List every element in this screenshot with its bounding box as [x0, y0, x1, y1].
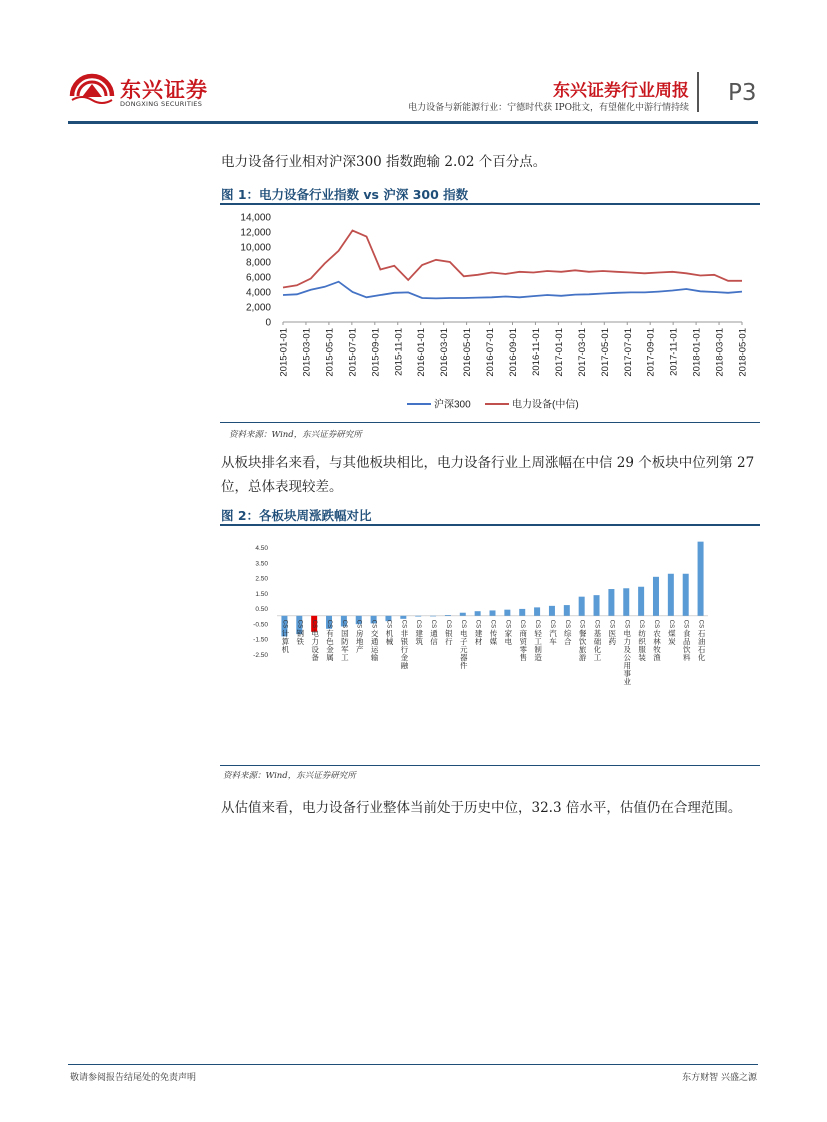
bar-15	[504, 610, 510, 616]
category-char: 产	[355, 644, 364, 654]
category-char: 综	[564, 628, 572, 638]
category-prefix: CS	[459, 619, 466, 629]
category-prefix: CS	[340, 619, 347, 629]
x-tick-label: 2018-01-01	[691, 328, 703, 377]
category-char: 银	[445, 628, 453, 638]
category-char: 交	[370, 628, 379, 638]
category-label	[400, 620, 408, 670]
x-tick-label: 2017-01-01	[553, 328, 565, 377]
x-tick-label: 2016-05-01	[462, 328, 474, 377]
paragraph-valuation: 从估值来看，电力设备行业整体当前处于历史中位，32.3 倍水平，估值仍在合理范围。	[221, 800, 742, 816]
paragraph-performance: 电力设备行业相对沪深300 指数跑输 2.02 个百分点。	[221, 154, 547, 170]
category-prefix: CS	[370, 619, 377, 629]
x-tick-label: 2015-05-01	[324, 328, 336, 377]
category-prefix: CS	[519, 619, 526, 629]
category-label	[623, 620, 631, 686]
y-tick-label: 12,000	[240, 227, 271, 239]
category-char: 装	[638, 652, 646, 662]
category-char: 饮	[682, 644, 691, 654]
category-label	[281, 620, 289, 654]
category-char: 元	[460, 644, 468, 654]
category-char: 金	[400, 652, 409, 662]
bar-21	[594, 595, 600, 616]
footer-slogan: 东方财智 兴盛之源	[682, 1073, 757, 1083]
category-label	[415, 620, 423, 646]
category-prefix: CS	[563, 619, 570, 629]
figure2-bar-chart	[220, 530, 760, 760]
bar-12	[460, 613, 466, 616]
category-prefix: CS	[652, 619, 659, 629]
company-logo-icon	[68, 70, 116, 110]
category-char: 军	[341, 644, 349, 654]
x-tick-label: 2018-03-01	[714, 328, 726, 377]
category-char: 织	[638, 636, 646, 646]
legend-label: 沪深300	[434, 399, 471, 411]
x-tick-label: 2016-07-01	[485, 328, 497, 377]
category-prefix: CS	[355, 619, 362, 629]
x-tick-label: 2017-03-01	[576, 328, 588, 377]
report-subtitle: 电力设备与新能源行业：宁德时代获 IPO批文，有望催化中游行情持续	[408, 103, 689, 113]
category-char: 石	[697, 628, 706, 638]
figure2-title: 图 2：各板块周涨跌幅对比	[221, 508, 372, 523]
category-char: 电	[460, 628, 468, 638]
category-char: 医	[608, 628, 617, 638]
x-tick-label: 2015-07-01	[347, 328, 359, 377]
category-char: 化	[593, 644, 602, 654]
category-char: 家	[504, 628, 513, 638]
category-char: 工	[341, 652, 349, 662]
category-label	[579, 620, 587, 662]
category-prefix: CS	[311, 619, 318, 629]
category-char: 贸	[519, 636, 527, 646]
category-label	[698, 620, 706, 662]
category-char: 农	[653, 628, 661, 638]
y-tick-label: 4,000	[245, 287, 271, 299]
series-line	[283, 282, 742, 299]
x-tick-label: 2016-09-01	[508, 328, 519, 377]
y-tick-label: -2.50	[253, 652, 268, 659]
category-char: 行	[400, 644, 409, 654]
category-prefix: CS	[593, 619, 600, 629]
category-char: 品	[682, 636, 691, 646]
category-char: 行	[445, 636, 453, 646]
category-prefix: CS	[296, 619, 303, 629]
series-line	[283, 231, 742, 288]
category-prefix: CS	[504, 619, 511, 629]
category-char: 牧	[653, 644, 661, 654]
category-char: 服	[638, 644, 646, 654]
category-char: 础	[593, 636, 602, 646]
category-char: 电	[311, 628, 319, 638]
category-char: 通	[430, 628, 438, 638]
category-char: 基	[593, 628, 602, 638]
category-char: 色	[326, 636, 334, 646]
category-char: 运	[370, 644, 379, 654]
category-prefix: CS	[430, 619, 437, 629]
category-label	[608, 620, 616, 646]
category-char: 非	[400, 628, 409, 638]
category-char: 料	[682, 652, 691, 662]
category-char: 食	[682, 628, 691, 638]
figure1-title: 图 1：电力设备行业指数 vs 沪深 300 指数	[221, 187, 469, 202]
category-prefix: CS	[326, 619, 333, 629]
bar-19	[564, 605, 570, 616]
category-char: 筑	[415, 636, 423, 646]
category-prefix: CS	[534, 619, 541, 629]
x-tick-label: 2015-01-01	[278, 328, 290, 377]
category-char: 商	[519, 628, 527, 638]
category-char: 机	[281, 644, 290, 654]
category-char: 铁	[296, 636, 305, 646]
category-prefix: CS	[682, 619, 689, 629]
category-char: 电	[623, 628, 632, 638]
y-tick-label: -0.50	[253, 621, 268, 629]
category-label	[341, 620, 349, 662]
category-label	[683, 620, 691, 662]
category-label	[519, 620, 527, 662]
category-char: 轻	[534, 628, 542, 638]
category-prefix: CS	[444, 619, 451, 629]
y-tick-label: 0.50	[255, 606, 268, 614]
category-label	[564, 620, 572, 646]
category-char: 林	[653, 636, 661, 646]
category-char: 力	[311, 636, 319, 646]
category-char: 公	[623, 652, 632, 662]
category-label	[430, 620, 438, 646]
category-char: 车	[549, 636, 557, 646]
category-label	[534, 620, 542, 662]
y-tick-label: 2,000	[245, 302, 271, 314]
category-char: 游	[578, 652, 587, 662]
bar-9	[415, 616, 421, 617]
category-char: 金	[326, 644, 334, 654]
x-tick-label: 2015-03-01	[301, 328, 313, 377]
category-prefix: CS	[385, 619, 392, 629]
category-char: 子	[460, 636, 468, 646]
category-char: 融	[400, 660, 409, 670]
category-label	[668, 620, 676, 646]
category-char: 地	[355, 636, 364, 646]
category-char: 炭	[668, 636, 676, 646]
category-char: 零	[519, 644, 527, 654]
bar-23	[623, 588, 629, 616]
x-tick-label: 2017-05-01	[599, 328, 611, 377]
category-char: 媒	[489, 636, 498, 646]
category-char: 汽	[549, 628, 557, 638]
x-tick-label: 2016-03-01	[439, 328, 451, 377]
header-rule	[68, 121, 758, 124]
category-char: 煤	[668, 628, 676, 638]
category-char: 工	[534, 636, 542, 646]
category-label	[504, 620, 512, 646]
category-char: 旅	[578, 644, 587, 654]
header-divider	[697, 72, 699, 112]
category-prefix: CS	[548, 619, 555, 629]
report-title: 东兴证券行业周报	[553, 81, 689, 101]
legend-label: 电力设备(中信)	[512, 399, 579, 411]
logo-text-cn: 东兴证券	[120, 78, 208, 102]
category-label	[475, 620, 483, 646]
category-char: 件	[460, 660, 468, 670]
category-char: 建	[415, 628, 423, 638]
category-char: 合	[564, 636, 572, 646]
x-tick-label: 2018-05-01	[737, 328, 749, 377]
bar-16	[519, 609, 525, 616]
x-tick-label: 2015-09-01	[370, 328, 382, 377]
category-label	[326, 620, 334, 662]
category-char: 信	[430, 636, 438, 646]
category-char: 力	[623, 636, 632, 646]
x-tick-label: 2017-07-01	[622, 328, 634, 377]
category-label	[296, 620, 304, 646]
category-char: 有	[326, 628, 334, 638]
category-char: 售	[519, 652, 527, 662]
category-char: 建	[474, 628, 483, 638]
figure1-top-rule	[220, 203, 760, 205]
category-label	[638, 620, 646, 662]
figure2-top-rule	[220, 524, 760, 526]
x-tick-label: 2016-11-01	[530, 328, 542, 376]
y-tick-label: 0	[265, 317, 271, 329]
x-tick-label: 2017-11-01	[668, 328, 680, 376]
category-char: 设	[311, 644, 319, 654]
figure1-source: 资料来源：Wind，东兴证券研究所	[229, 430, 362, 440]
category-char: 国	[341, 628, 349, 638]
bar-18	[549, 606, 555, 616]
category-prefix: CS	[281, 619, 288, 629]
bar-10	[430, 616, 436, 617]
category-prefix: CS	[415, 619, 422, 629]
category-char: 输	[370, 652, 379, 662]
category-prefix: CS	[697, 619, 704, 629]
category-char: 通	[370, 636, 379, 646]
y-tick-label: 3.50	[255, 560, 268, 568]
category-char: 渔	[653, 652, 661, 662]
category-char: 器	[460, 652, 468, 662]
bar-11	[445, 615, 451, 616]
category-prefix: CS	[489, 619, 496, 629]
page-number: P3	[728, 80, 757, 106]
bar-28	[698, 542, 704, 616]
figure2-source: 资料来源：Wind，东兴证券研究所	[223, 771, 356, 781]
category-prefix: CS	[667, 619, 674, 629]
y-tick-label: 1.50	[255, 590, 268, 598]
bar-17	[534, 607, 540, 615]
category-char: 银	[400, 636, 409, 646]
category-char: 事	[623, 668, 632, 678]
figure1-line-chart	[220, 206, 760, 418]
y-tick-label: 4.50	[255, 545, 268, 552]
category-prefix: CS	[578, 619, 585, 629]
bar-8	[400, 616, 406, 619]
category-label	[385, 620, 393, 646]
logo-text-en: DONGXING SECURITIES	[120, 100, 203, 108]
x-tick-label: 2017-09-01	[645, 328, 657, 377]
category-char: 算	[281, 636, 290, 646]
bar-22	[608, 589, 614, 616]
category-char: 计	[281, 628, 290, 638]
footer-disclaimer: 敬请参阅报告结尾处的免责声明	[70, 1073, 197, 1083]
category-char: 属	[326, 652, 334, 662]
category-label	[653, 620, 661, 662]
category-label	[490, 620, 498, 646]
category-label	[371, 620, 379, 662]
category-label	[311, 620, 319, 662]
category-prefix: CS	[623, 619, 630, 629]
x-tick-label: 2016-01-01	[416, 328, 428, 377]
category-prefix: CS	[474, 619, 481, 629]
y-tick-label: 14,000	[240, 212, 271, 224]
category-char: 房	[355, 628, 364, 638]
category-label	[356, 620, 364, 654]
category-char: 饮	[578, 636, 587, 646]
figure1-bottom-rule	[220, 422, 760, 423]
category-char: 钢	[296, 628, 305, 638]
category-char: 造	[534, 652, 542, 662]
category-char: 材	[474, 636, 483, 646]
category-char: 防	[341, 636, 349, 646]
category-label	[445, 620, 453, 646]
category-char: 制	[534, 644, 542, 654]
category-char: 备	[311, 652, 319, 662]
category-char: 业	[623, 676, 632, 686]
bar-14	[490, 610, 496, 615]
bar-25	[653, 577, 659, 616]
figure2-bottom-rule	[220, 765, 760, 766]
category-char: 及	[623, 644, 632, 654]
y-tick-label: 2.50	[255, 575, 268, 583]
category-char: 传	[489, 628, 498, 638]
y-tick-label: 10,000	[240, 242, 271, 254]
category-char: 油	[697, 636, 706, 646]
category-char: 药	[608, 636, 617, 646]
category-prefix: CS	[400, 619, 407, 629]
y-tick-label: -1.50	[253, 636, 268, 644]
bar-26	[668, 574, 674, 616]
category-prefix: CS	[638, 619, 645, 629]
y-tick-label: 6,000	[245, 272, 271, 284]
x-tick-label: 2015-11-01	[393, 328, 405, 376]
category-char: 石	[697, 644, 706, 654]
bar-27	[683, 574, 689, 616]
category-char: 械	[385, 636, 394, 646]
category-char: 用	[623, 660, 632, 670]
paragraph-ranking: 从板块排名来看，与其他板块相比，电力设备行业上周涨幅在中信 29 个板块中位列第 27 位，总体表现较差。	[221, 455, 755, 495]
footer-rule	[68, 1064, 758, 1065]
category-char: 机	[385, 628, 394, 638]
category-label	[594, 620, 602, 662]
category-char: 工	[593, 652, 602, 662]
category-char: 纺	[638, 628, 646, 638]
bar-13	[475, 611, 481, 616]
bar-20	[579, 597, 585, 616]
category-char: 化	[697, 652, 706, 662]
category-label	[460, 620, 468, 670]
y-tick-label: 8,000	[245, 257, 271, 269]
bar-24	[638, 587, 644, 616]
category-prefix: CS	[608, 619, 615, 629]
category-label	[549, 620, 557, 646]
category-char: 电	[504, 636, 513, 646]
category-char: 餐	[578, 628, 587, 638]
